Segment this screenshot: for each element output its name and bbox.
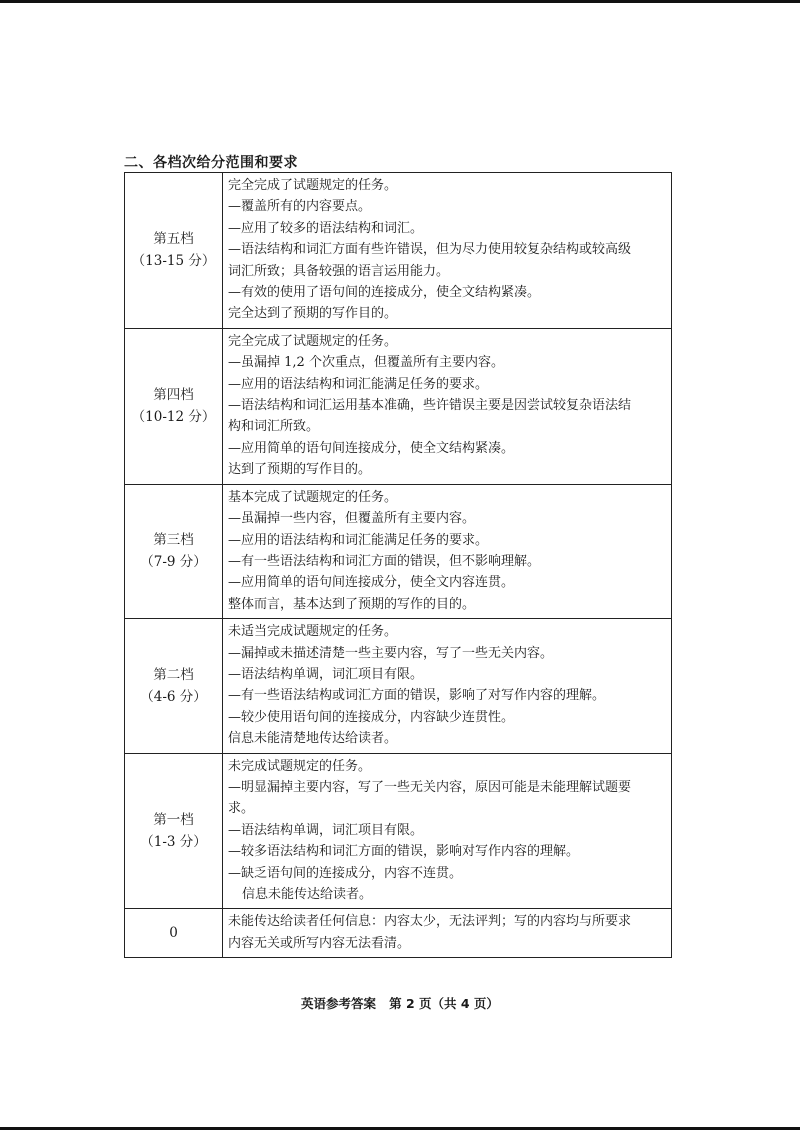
description-line: —虽漏掉一些内容，但覆盖所有主要内容。 — [228, 511, 476, 527]
grading-criteria-table — [124, 172, 672, 958]
description-line: —较少使用语句间的连接成分，内容缺少连贯性。 — [228, 709, 515, 725]
description-line: —漏掉或未描述清楚一些主要内容，写了一些无关内容。 — [228, 645, 554, 661]
description-line: 完全完成了试题规定的任务。 — [228, 333, 398, 349]
table-row — [125, 619, 672, 753]
page-top-border — [0, 0, 800, 3]
table-row — [125, 753, 672, 909]
grade-level-cell — [125, 753, 223, 909]
description-line: 内容无关或所写内容无法看清。 — [228, 935, 411, 951]
page-footer — [0, 994, 800, 1012]
description-line: 构和词汇所致。 — [228, 419, 320, 435]
grade-level-name: 0 — [169, 925, 178, 942]
grade-description-cell — [223, 909, 672, 958]
description-line: —有一些语法结构和词汇方面的错误，但不影响理解。 — [228, 553, 541, 569]
grade-level-name: 第三档 — [153, 532, 194, 549]
section-heading: 二、各档次给分范围和要求 — [124, 155, 298, 171]
description-line: 未适当完成试题规定的任务。 — [228, 624, 398, 640]
grade-level-name: 第五档 — [153, 231, 194, 248]
grade-score-range: （10-12 分） — [131, 409, 216, 426]
grade-level-cell — [125, 619, 223, 753]
description-line: 完全完成了试题规定的任务。 — [228, 178, 398, 193]
description-line: 未能传达给读者任何信息：内容太少，无法评判；写的内容均与所要求 — [228, 914, 632, 930]
table-row — [125, 328, 672, 484]
description-line: —语法结构单调，词汇项目有限。 — [228, 822, 424, 838]
description-line: —虽漏掉 1,2 个次重点，但覆盖所有主要内容。 — [228, 355, 504, 371]
description-line: —有效的使用了语句间的连接成分，使全文结构紧凑。 — [228, 285, 541, 301]
footer-subject: 英语参考答案 — [301, 996, 377, 1011]
grade-level-name: 第四档 — [153, 387, 194, 404]
description-line: —应用的语法结构和词汇能满足任务的要求。 — [228, 532, 489, 548]
footer-page-number: 第 2 页（共 4 页） — [389, 996, 499, 1011]
description-line: —应用简单的语句间连接成分，使全文内容连贯。 — [228, 575, 515, 591]
description-line: 未完成试题规定的任务。 — [228, 758, 372, 774]
description-line: 词汇所致；具备较强的语言运用能力。 — [228, 263, 450, 279]
description-line: —语法结构和词汇运用基本准确，些许错误主要是因尝试较复杂语法结 — [228, 398, 632, 414]
grade-description-cell — [223, 619, 672, 753]
grade-score-range: （4-6 分） — [140, 688, 207, 705]
description-line: 整体而言，基本达到了预期的写作的目的。 — [228, 596, 476, 612]
description-line: 信息未能清楚地传达给读者。 — [228, 731, 398, 747]
grade-level-cell — [125, 484, 223, 618]
grade-score-range: （7-9 分） — [140, 554, 207, 571]
grade-description-cell — [223, 173, 672, 329]
description-line: —语法结构和词汇方面有些许错误，但为尽力使用较复杂结构或较高级 — [228, 242, 632, 258]
grade-level-cell — [125, 173, 223, 329]
description-line: —较多语法结构和词汇方面的错误，影响对写作内容的理解。 — [228, 844, 580, 860]
grade-description-cell — [223, 753, 672, 909]
description-line: —明显漏掉主要内容，写了一些无关内容，原因可能是未能理解试题要 — [228, 779, 632, 795]
description-line: 求。 — [228, 801, 255, 817]
description-line: 达到了预期的写作目的。 — [228, 462, 372, 478]
grade-description-cell — [223, 484, 672, 618]
description-line: —应用了较多的语法结构和词汇。 — [228, 220, 424, 236]
table-row — [125, 484, 672, 618]
grade-score-range: （1-3 分） — [140, 833, 207, 850]
table-row — [125, 173, 672, 329]
grade-score-range: （13-15 分） — [131, 253, 216, 270]
description-line: —语法结构单调，词汇项目有限。 — [228, 666, 424, 682]
description-line: —有一些语法结构或词汇方面的错误，影响了对写作内容的理解。 — [228, 688, 606, 704]
description-line: —覆盖所有的内容要点。 — [228, 199, 372, 215]
table-row — [125, 909, 672, 958]
description-line: 信息未能传达给读者。 — [242, 887, 373, 902]
description-line: 完全达到了预期的写作目的。 — [228, 306, 398, 322]
description-line: 基本完成了试题规定的任务。 — [228, 489, 398, 505]
grade-level-cell — [125, 909, 223, 958]
description-line: —应用的语法结构和词汇能满足任务的要求。 — [228, 376, 489, 392]
grade-level-cell — [125, 328, 223, 484]
grade-description-cell — [223, 328, 672, 484]
description-line: —应用简单的语句间连接成分，使全文结构紧凑。 — [228, 440, 515, 456]
grade-level-name: 第二档 — [153, 666, 194, 683]
description-line: —缺乏语句间的连接成分，内容不连贯。 — [228, 865, 463, 881]
grade-level-name: 第一档 — [153, 811, 194, 828]
